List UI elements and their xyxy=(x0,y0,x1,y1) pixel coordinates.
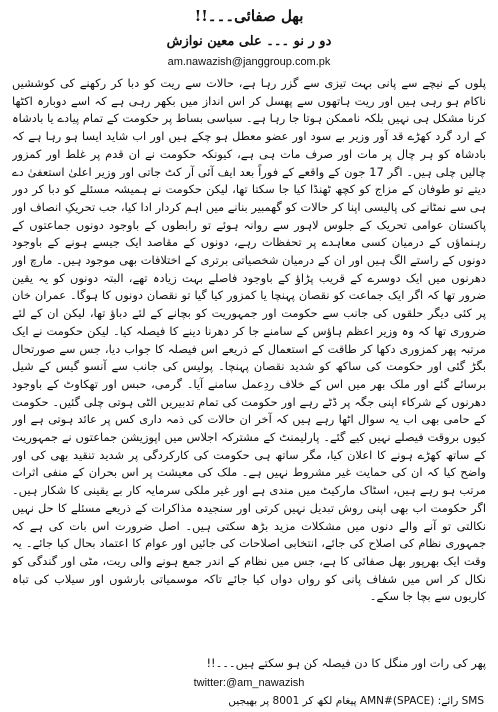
author-email: am.nawazish@janggroup.com.pk xyxy=(167,56,331,68)
column-title: بھل صفائی۔۔۔!! xyxy=(194,7,304,25)
author-twitter: twitter:@am_nawazish xyxy=(193,677,305,689)
sms-feedback-line: SMS رائے: (SPACE)#AMN پیغام لکھ کر 8001 پر بھیجیں xyxy=(228,695,484,707)
column-byline: دو ر نو ۔۔۔ علی معین نوازش xyxy=(166,34,332,49)
column-closing-line: پھر کی رات اور منگل کا دن فیصلہ کن ہو سکتے ہیں۔۔۔!! xyxy=(206,656,486,670)
column-body xyxy=(12,75,486,655)
body-paragraph: پلوں کے نیچے سے پانی بہت تیزی سے گزر رہا ہے، حالات سے ریت کو دبا کر رکھنے کی کوششیں ناکام ہو رہی ہیں اور ریت ہاتھوں سے پھسل کر اس انداز میں بکھر رہی ہے کہ اسے دوبارہ اکٹھا کرنا مشکل ہی نہیں بلکہ ناممکن ہوتا جا رہا ہے۔ سیاسی بساط پر حکومت کے تمام پیادے یا بادشاہ کے ارد گرد کھڑے قد آور وزیر بے سود اور عضو معطل ہو چکے ہیں اور اب شاید ایسا ہو رہا ہے کہ بادشاہ کو ہر چال پر مات اور صرف مات ہی ہے، کیونکہ حکومت نے ان قدم پر غلط اور کمزور چالیں چلی ہیں۔ اگر 17 جون کے واقعے کے فوراً بعد ایف آئی آر کٹ جاتی اور وزیر اعلیٰ استعفیٰ دے دیتے تو طوفان کے مزاج کو کچھ ٹھنڈا کیا جا سکتا تھا، لیکن حکومت نے ہمیشہ مسئلے کو دبا کر دور ہی سے نمٹانے کی پالیسی اپنا کر حالات کو گھمبیر بنانے میں اہم کردار ادا کیا، جب تحریکِ انصاف اور پاکستان عوامی تحریک کے جلوس لاہور سے روانہ ہوئے تو رابطوں کے باوجود دونوں جماعتوں کے رہنماؤں کے درمیان کسی معاہدے پر تحفظات رہے، دونوں کے مقاصد ایک جیسے ہونے کے باوجود دونوں کے راستے الگ ہیں اور ان کے درمیان شخصیاتی برتری کے اختلافات بھی موجود ہیں۔ مارچ اور دھرنوں میں ایک دوسرے کے قریب پڑاؤ کے باوجود فاصلے بہت زیادہ تھے، البتہ دونوں کو یہ یقین ضرور تھا کہ اگر ایک جماعت کو نقصان پہنچا یا کمزور کیا گیا تو نقصان دونوں کا ہوگا۔ عمران خان پر کئی دیگر حلقوں کی جانب سے حکومت اور جمہوریت کو بچانے کے لئے دباؤ تھا، لیکن ان کے لئے ضروری تھا کہ وہ وزیر اعظم ہاؤس کے سامنے جا کر دھرنا دینے کا فیصلہ کیا۔ لیکن حکومت نے ایک مرتبہ پھر کمزوری دکھا کر طاقت کے استعمال کے ذریعے اس فیصلہ کا جواب دیا، جس سے صورتحال بگڑ گئی اور حکومت کی ساکھ کو شدید نقصان پہنچا۔ پولیس کی جانب سے آنسو گیس کے شیل برسائے گئے اور ملک بھر میں اس کے خلاف ردِعمل سامنے آیا۔ گرمی، حبس اور تھکاوٹ کے باوجود دھرنوں کے شرکاء اپنی جگہ پر ڈٹے رہے اور حکومت کی تمام تدبیریں الٹی ہوتی چلی گئیں۔ حکومت کے حامی بھی اب یہ سوال اٹھا رہے ہیں کہ آخر ان حالات کی ذمہ داری کس پر عائد ہوتی ہے اور کیوں بروقت فیصلے نہیں کیے گئے۔ پارلیمنٹ کے مشترکہ اجلاس میں اپوزیشن جماعتوں نے جمہوریت کے ساتھ کھڑے ہونے کا اعلان کیا، مگر ساتھ ہی حکومت کی کارکردگی پر شدید تنقید بھی کی اور واضح کیا کہ ان کی حمایت غیر مشروط نہیں ہے۔ ملک کی معیشت پر اس بحران کے منفی اثرات مرتب ہو رہے ہیں، اسٹاک مارکیٹ میں مندی ہے اور غیر ملکی سرمایہ کار بے یقینی کا شکار ہیں۔ اگر حکومت اب بھی اپنی روش تبدیل نہیں کرتی اور سنجیدہ مذاکرات کے ذریعے مسئلے کا حل نہیں نکالتی تو آنے والے دنوں میں مشکلات مزید بڑھ سکتی ہیں۔ اصل ضرورت اس بات کی ہے کہ جمہوری نظام کی اصلاح کی جائے، انتخابی اصلاحات کی جائیں اور عوام کا اعتماد بحال کیا جائے۔ یہ وقت ایک بھرپور بھل صفائی کا ہے، جس میں نظام کے اندر جمع ہونے والی ریت، مٹی اور گندگی کو نکال کر اس میں شفاف پانی کو رواں دواں کیا جائے تاکہ موسمیاتی بارشوں اور سیلاب کی تباہ کاریوں سے بچا جا سکے۔ xyxy=(12,76,486,604)
